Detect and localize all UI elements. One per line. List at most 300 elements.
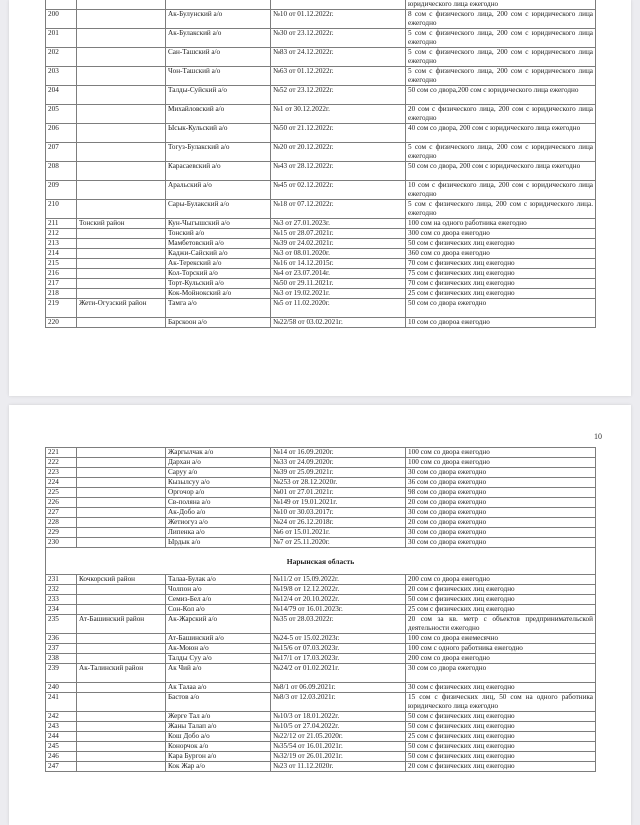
cell-decision: №14/79 от 16.01.2023г. xyxy=(271,605,406,615)
table-row xyxy=(46,683,596,693)
cell-district xyxy=(77,86,166,105)
cell-fee: 30 сом со двора ежегодно xyxy=(406,508,596,518)
cell-number: 227 xyxy=(46,508,77,518)
table-row xyxy=(46,538,596,548)
table-row xyxy=(46,239,596,249)
cell-district xyxy=(77,468,166,478)
cell-village: Тамга а/о xyxy=(166,299,271,318)
cell-decision: №3 от 27.01.2023г. xyxy=(271,219,406,229)
cell-village: Талды Суу а/о xyxy=(166,654,271,664)
cell-village: Ысык-Кульский а/о xyxy=(166,124,271,143)
table-row xyxy=(46,732,596,742)
cell-fee: 100 сом со двора ежегодно xyxy=(406,458,596,468)
cell-village: Кун-Чыгышский а/о xyxy=(166,219,271,229)
cell-district xyxy=(77,488,166,498)
table-row xyxy=(46,289,596,299)
cell-village: Талды-Суйский а/о xyxy=(166,86,271,105)
cell-number: 210 xyxy=(46,200,77,219)
cell-number: 213 xyxy=(46,239,77,249)
cell-village: Чон-Ташский а/о xyxy=(166,67,271,86)
table-row xyxy=(46,249,596,259)
table-row xyxy=(46,585,596,595)
cell-number: 217 xyxy=(46,279,77,289)
cell-fee: 20 сом со двора ежегодно xyxy=(406,518,596,528)
cell-fee: 300 сом со двора ежегодно xyxy=(406,229,596,239)
cell-number: 212 xyxy=(46,229,77,239)
cell-district xyxy=(77,48,166,67)
cell-decision: №01 от 27.01.2021г. xyxy=(271,488,406,498)
cell-decision: №33 от 24.09.2020г. xyxy=(271,458,406,468)
cell-number: 208 xyxy=(46,162,77,181)
cell-village: Дархан а/о xyxy=(166,458,271,468)
cell-district xyxy=(77,143,166,162)
cell-number: 229 xyxy=(46,528,77,538)
cell-number: 223 xyxy=(46,468,77,478)
cell-district xyxy=(77,722,166,732)
cell-village: Ак-Терекский а/о xyxy=(166,259,271,269)
cell-district xyxy=(77,712,166,722)
cell-district xyxy=(77,498,166,508)
cell-number: 206 xyxy=(46,124,77,143)
cell-fee: 30 сом со двора ежегодно xyxy=(406,538,596,548)
cell-number: 239 xyxy=(46,664,77,683)
cell-village: Ак-Булунский а/о xyxy=(166,10,271,29)
cell-decision: №17/1 от 17.03.2023г. xyxy=(271,654,406,664)
cell-decision: №35/54 от 16.01.2021г. xyxy=(271,742,406,752)
cell-village: Кызылсуу а/о xyxy=(166,478,271,488)
table-row xyxy=(46,664,596,683)
cell-decision: №24 от 26.12.2018г. xyxy=(271,518,406,528)
cell-decision: №14 от 16.09.2020г. xyxy=(271,448,406,458)
cell-village: Липенка а/о xyxy=(166,528,271,538)
cell-district xyxy=(77,528,166,538)
table-row xyxy=(46,595,596,605)
cell-decision: №39 от 24.02.2021г. xyxy=(271,239,406,249)
table-row xyxy=(46,488,596,498)
cell-decision: №10/5 от 27.04.2022г. xyxy=(271,722,406,732)
cell-village: Жерге Тал а/о xyxy=(166,712,271,722)
cell-village: Барскоон а/о xyxy=(166,318,271,328)
table-row xyxy=(46,162,596,181)
cell-district: Жети-Огузский район xyxy=(77,299,166,318)
cell-fee: 8 сом с физического лица, 200 сом с юридического лица ежегодно xyxy=(406,10,596,29)
cell-number: 244 xyxy=(46,732,77,742)
cell-district: Кочкорский район xyxy=(77,575,166,585)
cell-district: Тонский район xyxy=(77,219,166,229)
cell-fee: 5 сом с физического лица, 200 сом с юридического лица ежегодно xyxy=(406,29,596,48)
cell-number: 224 xyxy=(46,478,77,488)
cell-village: Ак-Добо а/о xyxy=(166,508,271,518)
table-row xyxy=(46,181,596,200)
cell-district xyxy=(77,229,166,239)
cell-number: 209 xyxy=(46,181,77,200)
cell-fee: 5 сом с физического лица, 200 сом с юридического лица ежегодно xyxy=(406,143,596,162)
cell-fee: 50 сом с физических лиц ежегодно xyxy=(406,712,596,722)
cell-village: Св-поляна а/о xyxy=(166,498,271,508)
cell-village: Михайловский а/о xyxy=(166,105,271,124)
table-row xyxy=(46,742,596,752)
cell-village: Аральский а/о xyxy=(166,181,271,200)
cell-decision: №6 от 15.01.2021г. xyxy=(271,528,406,538)
table-row xyxy=(46,279,596,289)
cell-district xyxy=(77,693,166,712)
cell-fee: 20 сом с физических лиц ежегодно xyxy=(406,585,596,595)
cell-number: 240 xyxy=(46,683,77,693)
cell-fee: 100 сом с одного работника ежегодно xyxy=(406,644,596,654)
cell-fee: 15 сом с физических лиц, 50 сом на одного работника юридического лица ежегодно xyxy=(406,693,596,712)
cell-district xyxy=(77,478,166,488)
table-row xyxy=(46,448,596,458)
cell-district xyxy=(77,644,166,654)
cell-district xyxy=(77,605,166,615)
cell-number: 211 xyxy=(46,219,77,229)
cell-village: Кок-Мойнокский а/о xyxy=(166,289,271,299)
cell-number: 226 xyxy=(46,498,77,508)
cell-district xyxy=(77,105,166,124)
cell-village: Бастов а/о xyxy=(166,693,271,712)
cell-decision: №3 от 19.02.2021г. xyxy=(271,289,406,299)
table-row xyxy=(46,615,596,634)
cell-district xyxy=(77,732,166,742)
table-row xyxy=(46,478,596,488)
cell-fee: 10 сом с физического лица, 200 сом с юридического лица ежегодно xyxy=(406,181,596,200)
cell-number: 207 xyxy=(46,143,77,162)
cell-decision: №149 от 19.01.2021г. xyxy=(271,498,406,508)
cell-fee: 36 сом со двора ежегодно xyxy=(406,478,596,488)
cell-village: Ак-Булакский а/о xyxy=(166,29,271,48)
cell-fee: 50 сом с физических лиц ежегодно xyxy=(406,742,596,752)
cell-decision: №1 от 30.12.2022г. xyxy=(271,105,406,124)
cell-number: 202 xyxy=(46,48,77,67)
cell-fee: 50 сом с физических лиц ежегодно xyxy=(406,722,596,732)
table-row xyxy=(46,259,596,269)
cell-decision: №8/3 от 12.03.2021г. xyxy=(271,693,406,712)
cell-village: Тогуз-Булакский а/о xyxy=(166,143,271,162)
cell-district xyxy=(77,269,166,279)
cell-village: Жаргылчак а/о xyxy=(166,448,271,458)
cell-district xyxy=(77,752,166,762)
cell-village: Конорчок а/о xyxy=(166,742,271,752)
cell-village: Кок Жар а/о xyxy=(166,762,271,772)
cell-village: Сары-Булакский а/о xyxy=(166,200,271,219)
cell-number: 204 xyxy=(46,86,77,105)
cell-village: Ак-Моюн а/о xyxy=(166,644,271,654)
cell-fee: 20 сом со двора ежегодно xyxy=(406,498,596,508)
cell-number: 219 xyxy=(46,299,77,318)
cell-fee: 70 сом с физических лиц ежегодно xyxy=(406,259,596,269)
cell-decision: №18 от 07.12.2022г. xyxy=(271,200,406,219)
table-row xyxy=(46,124,596,143)
cell-village: Торт-Кульский а/о xyxy=(166,279,271,289)
cell-number: 232 xyxy=(46,585,77,595)
cell-fee: 10 сом со двороа ежегодно xyxy=(406,318,596,328)
cell-village: Семиз-Бел а/о xyxy=(166,595,271,605)
cell-village: Кош Добо а/о xyxy=(166,732,271,742)
cell-decision: №23 от 11.12.2020г. xyxy=(271,762,406,772)
cell-decision: №39 от 25.09.2021г. xyxy=(271,468,406,478)
table-row xyxy=(46,634,596,644)
cell-fee: 70 сом с физических лиц ежегодно xyxy=(406,279,596,289)
cell-fee: 30 сом со двора ежегодно xyxy=(406,664,596,683)
table-row xyxy=(46,498,596,508)
cell-decision: №8/1 от 06.09.2021г. xyxy=(271,683,406,693)
cell-number: 200 xyxy=(46,10,77,29)
cell-district xyxy=(77,538,166,548)
cell-decision: №10 от 01.12.2022г. xyxy=(271,10,406,29)
cell-district xyxy=(77,249,166,259)
cell-number: 245 xyxy=(46,742,77,752)
table-row xyxy=(46,605,596,615)
cell-fee: 25 сом с физических лиц ежегодно xyxy=(406,289,596,299)
cell-fee: 50 сом с физических лиц ежегодно xyxy=(406,595,596,605)
cell-fee: 100 сом со двора ежегодно xyxy=(406,448,596,458)
table-row xyxy=(46,143,596,162)
cell-number: 201 xyxy=(46,29,77,48)
cell-decision: №50 от 29.11.2021г. xyxy=(271,279,406,289)
cell-village: Сон-Кол а/о xyxy=(166,605,271,615)
cell-district xyxy=(77,683,166,693)
table-row xyxy=(46,29,596,48)
cell-number: 230 xyxy=(46,538,77,548)
cell-fee: 30 сом со двора ежегодно xyxy=(406,528,596,538)
cell-district xyxy=(77,279,166,289)
cell-number: 225 xyxy=(46,488,77,498)
table-row xyxy=(46,575,596,585)
cell-decision: №15/6 от 07.03.2023г. xyxy=(271,644,406,654)
cell-village: Саруу а/о xyxy=(166,468,271,478)
table-row xyxy=(46,518,596,528)
cell-fee: 20 сом с физических лиц ежегодно xyxy=(406,762,596,772)
cell-fee: 20 сом с физического лица, 200 сом с юридического лица ежегодно xyxy=(406,105,596,124)
cell-decision: №30 от 23.12.2022г. xyxy=(271,29,406,48)
cell-decision: №7 от 25.11.2020г. xyxy=(271,538,406,548)
cell-decision: №253 от 28.12.2020г. xyxy=(271,478,406,488)
table-row xyxy=(46,86,596,105)
cell-number: 236 xyxy=(46,634,77,644)
cell-number: 203 xyxy=(46,67,77,86)
cell-village: Чолпон а/о xyxy=(166,585,271,595)
cell-district xyxy=(77,67,166,86)
cell-district xyxy=(77,518,166,528)
table-row xyxy=(46,67,596,86)
table-row xyxy=(46,693,596,712)
cell-district xyxy=(77,29,166,48)
table-row xyxy=(46,105,596,124)
cell-decision: №50 от 21.12.2022г. xyxy=(271,124,406,143)
table-row xyxy=(46,762,596,772)
table-row xyxy=(46,508,596,518)
cell-district xyxy=(77,124,166,143)
cell-district xyxy=(77,585,166,595)
region-header-row xyxy=(46,548,596,575)
cell-village: Сан-Ташский а/о xyxy=(166,48,271,67)
cell-decision: №24/2 от 01.02.2021г. xyxy=(271,664,406,683)
table-row xyxy=(46,48,596,67)
cell-number: 235 xyxy=(46,615,77,634)
cell-number: 234 xyxy=(46,605,77,615)
cell-fee: 30 сом со двора ежегодно xyxy=(406,468,596,478)
cell-number: 218 xyxy=(46,289,77,299)
cell-district xyxy=(77,200,166,219)
cell-fee: 200 сом со двора ежегодно xyxy=(406,654,596,664)
cell-decision: №15 от 28.07.2021г. xyxy=(271,229,406,239)
cell-district: Ат-Башинский район xyxy=(77,615,166,634)
cell-district xyxy=(77,289,166,299)
cell-number: 238 xyxy=(46,654,77,664)
table-row xyxy=(46,722,596,732)
document-page-9 xyxy=(9,0,631,396)
cell-village: Ак Чий а/о xyxy=(166,664,271,683)
cell-village: Ырдык а/о xyxy=(166,538,271,548)
cell-fee: 40 сом со двора, 200 сом с юридического лица ежегодно xyxy=(406,124,596,143)
cell-number: 222 xyxy=(46,458,77,468)
document-page-10 xyxy=(9,405,631,825)
cell-number: 221 xyxy=(46,448,77,458)
cell-decision: №3 от 08.01.2020г. xyxy=(271,249,406,259)
cell-number: 216 xyxy=(46,269,77,279)
cell-number: 220 xyxy=(46,318,77,328)
cell-number: 233 xyxy=(46,595,77,605)
cell-village: Тонский а/о xyxy=(166,229,271,239)
cell-fee: юридического лица ежегодно xyxy=(406,0,596,10)
fees-table-page-1 xyxy=(45,0,596,328)
cell-fee: 50 сом со двора,200 сом с юридического лица ежегодно xyxy=(406,86,596,105)
cell-decision: №20 от 20.12.2022г. xyxy=(271,143,406,162)
cell-fee: 200 сом со двора ежегодно xyxy=(406,575,596,585)
region-title: Нарынская область xyxy=(46,548,596,575)
cell-village: Каджи-Сайский а/о xyxy=(166,249,271,259)
cell-fee: 100 сом на одного работника ежегодно xyxy=(406,219,596,229)
cell-district xyxy=(77,10,166,29)
cell-district xyxy=(77,0,166,10)
table-row xyxy=(46,200,596,219)
cell-decision: №63 от 01.12.2022г. xyxy=(271,67,406,86)
cell-number: 228 xyxy=(46,518,77,528)
cell-fee: 50 сом с физических лиц ежегодно xyxy=(406,752,596,762)
cell-district xyxy=(77,458,166,468)
cell-village: Ак-Жарский а/о xyxy=(166,615,271,634)
table-row xyxy=(46,318,596,328)
cell-district xyxy=(77,162,166,181)
cell-decision: №22/12 от 21.05.2020г. xyxy=(271,732,406,742)
cell-village: Ак Талаа а/о xyxy=(166,683,271,693)
cell-district xyxy=(77,634,166,644)
cell-fee: 75 сом с физических лиц ежегодно xyxy=(406,269,596,279)
page-number: 10 xyxy=(594,432,602,441)
cell-fee: 25 сом с физических лиц ежегодно xyxy=(406,605,596,615)
cell-fee: 30 сом с физических лиц ежегодно xyxy=(406,683,596,693)
cell-fee: 98 сом со двора ежегодно xyxy=(406,488,596,498)
table-row xyxy=(46,269,596,279)
cell-number: 246 xyxy=(46,752,77,762)
cell-decision: №22/58 от 03.02.2021г. xyxy=(271,318,406,328)
cell-village: Кара Бургон а/о xyxy=(166,752,271,762)
cell-district xyxy=(77,259,166,269)
cell-decision: №4 от 23.07.2014г. xyxy=(271,269,406,279)
cell-district: Ак-Талинский район xyxy=(77,664,166,683)
cell-decision: №45 от 02.12.2022г. xyxy=(271,181,406,200)
table-row-continuation xyxy=(46,0,596,10)
cell-number: 241 xyxy=(46,693,77,712)
cell-decision xyxy=(271,0,406,10)
cell-number: 247 xyxy=(46,762,77,772)
cell-village: Мамбетовский а/о xyxy=(166,239,271,249)
cell-fee: 360 сом со двора ежегодно xyxy=(406,249,596,259)
cell-decision: №16 от 14.12.2015г. xyxy=(271,259,406,269)
cell-decision: №10 от 30.03.2017г. xyxy=(271,508,406,518)
cell-district xyxy=(77,508,166,518)
cell-decision: №24-5 от 15.02.2023г. xyxy=(271,634,406,644)
cell-decision: №35 от 28.03.2022г. xyxy=(271,615,406,634)
cell-decision: №43 от 28.12.2022г. xyxy=(271,162,406,181)
cell-decision: №10/3 от 18.01.2022г. xyxy=(271,712,406,722)
cell-village: Ат-Башинский а/о xyxy=(166,634,271,644)
cell-district xyxy=(77,595,166,605)
cell-number: 215 xyxy=(46,259,77,269)
cell-village: Оргочор а/о xyxy=(166,488,271,498)
cell-decision: №32/19 от 26.01.2021г. xyxy=(271,752,406,762)
table-row xyxy=(46,528,596,538)
cell-village: Талаа-Булак а/о xyxy=(166,575,271,585)
cell-number: 237 xyxy=(46,644,77,654)
table-row xyxy=(46,299,596,318)
table-row xyxy=(46,458,596,468)
cell-decision: №52 от 23.12.2022г. xyxy=(271,86,406,105)
cell-district xyxy=(77,239,166,249)
cell-village: Кол-Торский а/о xyxy=(166,269,271,279)
cell-fee: 5 сом с физического лица, 200 сом с юридического лица ежегодно xyxy=(406,67,596,86)
cell-village: Жетиогуз а/о xyxy=(166,518,271,528)
cell-fee: 20 сом за кв. метр с объектов предпринимательской деятельности ежегодно xyxy=(406,615,596,634)
table-row xyxy=(46,229,596,239)
table-row xyxy=(46,654,596,664)
cell-district xyxy=(77,654,166,664)
cell-fee: 100 сом со двора ежемесячно xyxy=(406,634,596,644)
cell-decision: №19/8 от 12.12.2022г. xyxy=(271,585,406,595)
cell-decision: №5 от 11.02.2020г. xyxy=(271,299,406,318)
cell-fee: 25 сом с физических лиц ежегодно xyxy=(406,732,596,742)
cell-number: 242 xyxy=(46,712,77,722)
table-row xyxy=(46,644,596,654)
cell-district xyxy=(77,181,166,200)
table-row xyxy=(46,468,596,478)
table-row xyxy=(46,752,596,762)
table-row xyxy=(46,219,596,229)
cell-number xyxy=(46,0,77,10)
cell-decision: №11/2 от 15.09.2022г. xyxy=(271,575,406,585)
cell-number: 231 xyxy=(46,575,77,585)
cell-fee: 5 сом с физического лица, 200 сом с юридического лица. ежегодно xyxy=(406,200,596,219)
cell-number: 205 xyxy=(46,105,77,124)
cell-fee: 5 сом с физического лица, 200 сом с юридического лица ежегодно xyxy=(406,48,596,67)
fees-table-page-2 xyxy=(45,447,596,772)
cell-decision: №83 от 24.12.2022г. xyxy=(271,48,406,67)
cell-district xyxy=(77,448,166,458)
cell-fee: 50 сом с физических лиц ежегодно xyxy=(406,239,596,249)
cell-village: Жаны Талап а/о xyxy=(166,722,271,732)
table-row xyxy=(46,712,596,722)
cell-number: 243 xyxy=(46,722,77,732)
cell-district xyxy=(77,742,166,752)
cell-number: 214 xyxy=(46,249,77,259)
cell-fee: 50 сом со двора ежегодно xyxy=(406,299,596,318)
cell-fee: 50 сом со двора, 200 сом с юридического лица ежегодно xyxy=(406,162,596,181)
cell-village xyxy=(166,0,271,10)
cell-village: Карасаевский а/о xyxy=(166,162,271,181)
cell-district xyxy=(77,318,166,328)
cell-district xyxy=(77,762,166,772)
cell-decision: №12/4 от 20.10.2022г. xyxy=(271,595,406,605)
